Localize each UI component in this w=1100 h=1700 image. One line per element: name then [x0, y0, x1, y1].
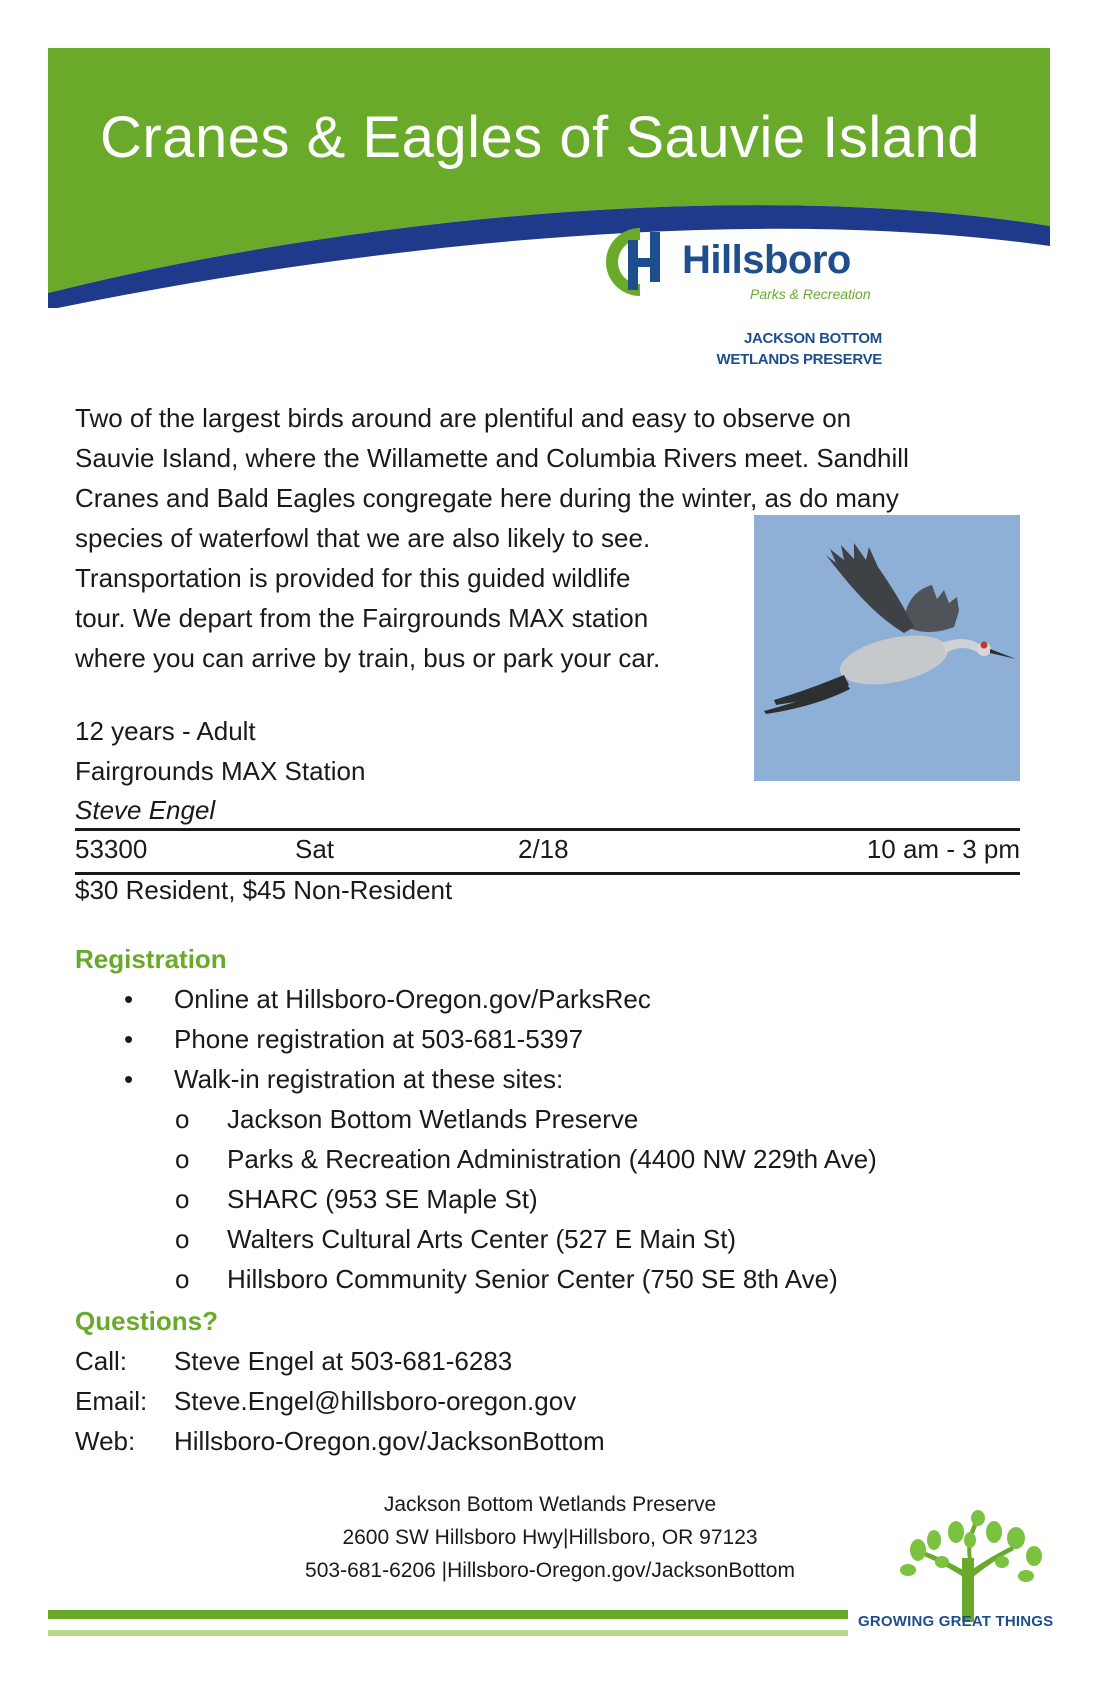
email-link[interactable]: Steve.Engel@hillsboro-oregon.gov [174, 1386, 577, 1416]
course-row [75, 834, 1020, 870]
description-line: tour. We depart from the Fairgrounds MAX station [75, 603, 649, 633]
sub-bullet-marker: o [175, 1144, 190, 1174]
footer-tagline: GROWING GREAT THINGS [858, 1613, 1054, 1630]
site-item: Jackson Bottom Wetlands Preserve [227, 1104, 639, 1134]
description-line: Sauvie Island, where the Willamette and Columbia Rivers meet. Sandhill [75, 443, 909, 473]
site-item: Parks & Recreation Administration (4400 NW 229th Ave) [227, 1144, 877, 1174]
registration-phone: Phone registration at 503-681-5397 [174, 1024, 584, 1054]
header-swoosh [48, 48, 1050, 308]
registration-heading: Registration [75, 944, 227, 974]
course-fee: $30 Resident, $45 Non-Resident [75, 875, 453, 905]
description-line: species of waterfowl that we are also likely to see. [75, 523, 651, 553]
description-line: where you can arrive by train, bus or park your car. [75, 643, 661, 673]
site-item: Walters Cultural Arts Center (527 E Main St) [227, 1224, 737, 1254]
footer-line-3: 503-681-6206 |Hillsboro-Oregon.gov/JacksonBottom [305, 1559, 795, 1582]
header-banner [48, 48, 1050, 308]
bullet-marker: • [124, 984, 134, 1014]
age-range: 12 years - Adult [75, 716, 256, 746]
sub-bullet-marker: o [175, 1224, 190, 1254]
registration-online: Online at Hillsboro-Oregon.gov/ParksRec [174, 984, 651, 1014]
footer-line-1: Jackson Bottom Wetlands Preserve [383, 1493, 717, 1516]
instructor: Steve Engel [75, 795, 216, 825]
bullet-marker: • [124, 1024, 134, 1054]
page-title: Cranes & Eagles of Sauvie Island [100, 105, 981, 170]
sub-bullet-marker: o [175, 1184, 190, 1214]
call-value: Steve Engel at 503-681-6283 [174, 1346, 513, 1376]
call-label: Call: [75, 1346, 128, 1376]
logo-subtitle: Parks & Recreation [750, 286, 871, 302]
bullet-marker: • [124, 1064, 134, 1094]
logo-name: Hillsboro [682, 238, 851, 282]
questions-heading: Questions? [75, 1306, 219, 1336]
description-line: Cranes and Bald Eagles congregate here during the winter, as do many [75, 483, 899, 513]
tree-icon [898, 1510, 1048, 1622]
preserve-name [717, 328, 882, 370]
sub-bullet-marker: o [175, 1264, 190, 1294]
site-item: Hillsboro Community Senior Center (750 SE 8th Ave) [227, 1264, 838, 1294]
web-label: Web: [75, 1426, 136, 1456]
course-number: 53300 [75, 834, 148, 864]
course-date: 2/18 [518, 834, 569, 864]
preserve-line-2: WETLANDS PRESERVE [716, 351, 882, 368]
footer-line-2: 2600 SW Hillsboro Hwy|Hillsboro, OR 97123 [342, 1526, 758, 1549]
web-link[interactable]: Hillsboro-Oregon.gov/JacksonBottom [174, 1426, 605, 1456]
site-item: SHARC (953 SE Maple St) [227, 1184, 538, 1214]
sandhill-crane-photo [754, 515, 1020, 781]
hillsboro-h-icon [604, 226, 674, 298]
description-line: Two of the largest birds around are plentiful and easy to observe on [75, 403, 852, 433]
registration-walk-in: Walk-in registration at these sites: [174, 1064, 564, 1094]
preserve-line-1: JACKSON BOTTOM [743, 330, 882, 347]
course-day: Sat [295, 834, 335, 864]
divider-top [75, 828, 1020, 831]
location: Fairgrounds MAX Station [75, 756, 366, 786]
course-time: 10 am - 3 pm [866, 834, 1020, 864]
sub-bullet-marker: o [175, 1104, 190, 1134]
description-line: Transportation is provided for this guided wildlife [75, 563, 631, 593]
email-label: Email: [75, 1386, 148, 1416]
